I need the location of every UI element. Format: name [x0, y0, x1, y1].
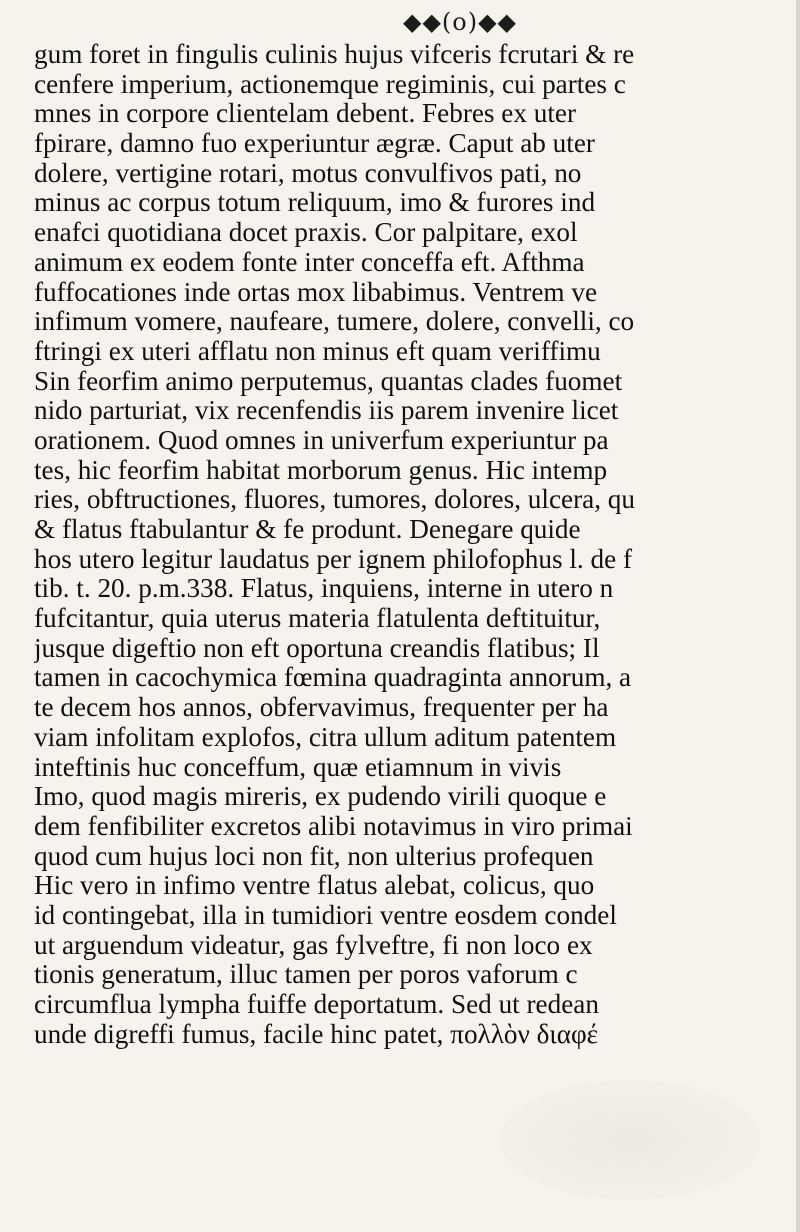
text-line: tib. t. 20. p.m.338. Flatus, inquiens, interne in utero n — [34, 574, 614, 604]
text-line: ut arguendum videatur, gas fylveftre, fi non loco ex — [34, 930, 593, 960]
text-line: infimum vomere, naufeare, tumere, dolere, convelli, co — [34, 307, 635, 337]
text-line: Hic vero in infimo ventre flatus alebat, colicus, quo — [34, 871, 595, 901]
text-line: ftringi ex uteri afflatu non minus eft quam veriffimu — [34, 336, 601, 366]
text-line: unde digreffi fumus, facile hinc patet, πολλὸν διαφέ — [34, 1019, 599, 1049]
text-line: tionis generatum, illuc tamen per poros vaforum c — [34, 960, 578, 990]
text-line: gum foret in fingulis culinis hujus vifceris fcrutari & re — [34, 40, 635, 69]
text-line: hos utero legitur laudatus per ignem philofophus l. de f — [34, 544, 633, 574]
text-line: fufcitantur, quia uterus materia flatulenta deftituitur, — [34, 604, 601, 634]
header-ornament: ◆◆(o)◆◆ — [402, 8, 517, 36]
text-line: animum ex eodem fonte inter conceffa eft. Afthma — [34, 247, 585, 277]
text-line: Imo, quod magis mireris, ex pudendo virili quoque e — [34, 782, 607, 812]
text-line: fpirare, damno fuo experiuntur ægræ. Caput ab uter — [34, 129, 595, 159]
text-line: dem fenfibiliter excretos alibi notavimus in viro primai — [34, 811, 633, 841]
text-line: viam infolitam explofos, citra ullum aditum patentem — [34, 722, 617, 752]
text-line: te decem hos annos, obfervavimus, frequenter per ha — [34, 693, 609, 723]
text-line: enafci quotidiana docet praxis. Cor palpitare, exol — [34, 218, 578, 248]
text-line: tes, hic feorfim habitat morborum genus. Hic intemp — [34, 455, 608, 485]
text-line: cenfere imperium, actionemque regiminis, cui partes c — [34, 69, 626, 99]
text-line: inteftinis huc conceffum, quæ etiamnum in vivis — [34, 752, 562, 782]
text-line: dolere, vertigine rotari, motus convulfivos pati, no — [34, 158, 582, 188]
paper-stain — [500, 1080, 760, 1200]
text-line: mnes in corpore clientelam debent. Febres ex uter — [34, 99, 577, 129]
text-line: nido parturiat, vix recenfendis iis parem invenire licet — [34, 396, 619, 426]
text-line: ries, obftructiones, fluores, tumores, dolores, ulcera, qu — [34, 485, 635, 515]
text-line: quod cum hujus loci non fit, non ulterius profequen — [34, 841, 594, 871]
text-line: & flatus ftabulantur & fe produnt. Denegare quide — [34, 515, 581, 544]
text-line: fuffocationes inde ortas mox libabimus. Ventrem ve — [34, 277, 598, 307]
text-line: orationem. Quod omnes in univerfum experiuntur pa — [34, 425, 609, 455]
text-line: tamen in cacochymica fœmina quadraginta annorum, a — [34, 663, 632, 693]
text-line: jusque digeftio non eft oportuna creandis flatibus; Il — [34, 633, 600, 663]
page-edge — [796, 0, 800, 1232]
text-line: id contingebat, illa in tumidiori ventre eosdem condel — [34, 900, 617, 930]
text-line: minus ac corpus totum reliquum, imo & furores ind — [34, 188, 596, 218]
body-text — [34, 40, 800, 1049]
text-line: circumflua lympha fuiffe deportatum. Sed ut redean — [34, 990, 599, 1019]
text-line: Sin feorfim animo perputemus, quantas clades fuomet — [34, 366, 623, 396]
